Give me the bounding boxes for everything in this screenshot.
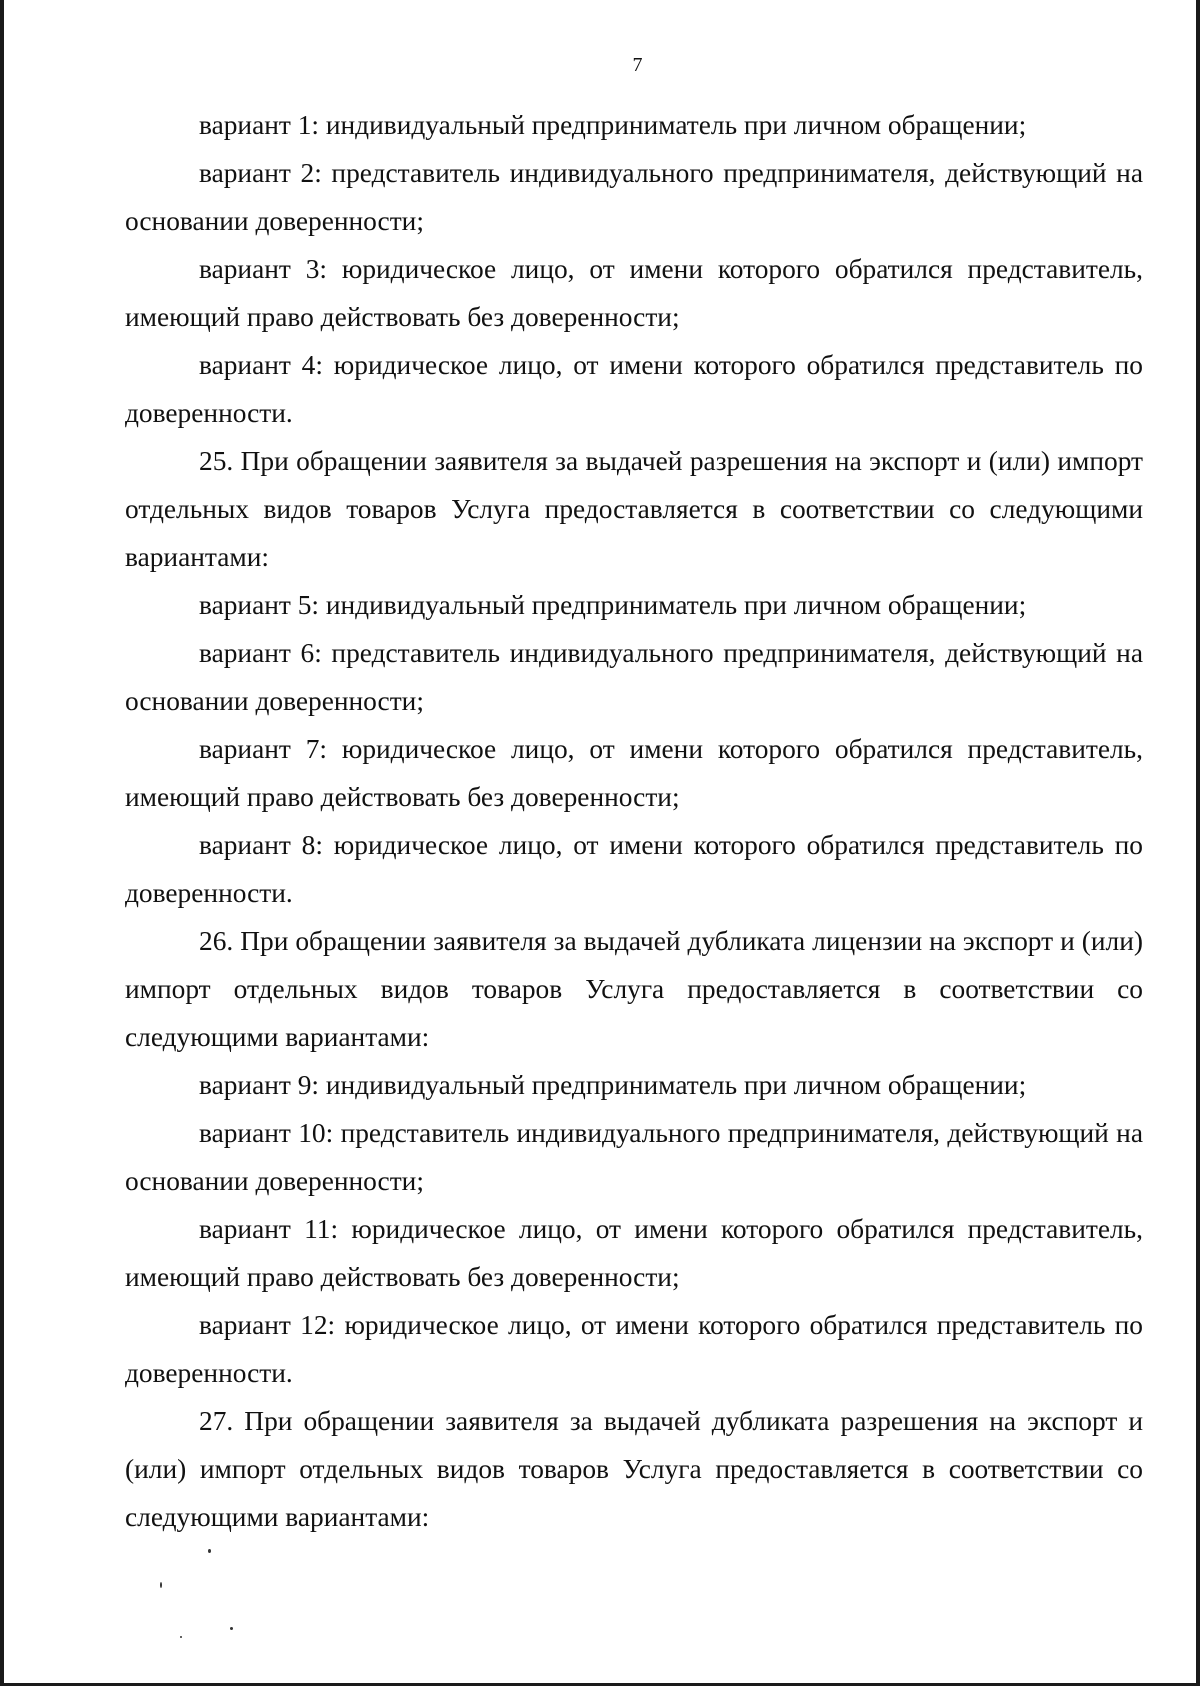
scan-edge-right (1196, 0, 1200, 1686)
paragraph-variant-5: вариант 5: индивидуальный предприниматель при личном обращении; (199, 590, 1027, 620)
paragraph-variant-2: вариант 2: представитель индивидуального предпринимателя, действующий на основании доверенности; (125, 158, 1143, 236)
paragraph-variant-1: вариант 1: индивидуальный предприниматель при личном обращении; (199, 110, 1027, 140)
paragraph-variant-4: вариант 4: юридическое лицо, от имени которого обратился представитель по доверенности. (125, 350, 1143, 428)
paragraph-variant-9: вариант 9: индивидуальный предприниматель при личном обращении; (199, 1070, 1027, 1100)
paragraph-variant-8: вариант 8: юридическое лицо, от имени которого обратился представитель по доверенности. (125, 830, 1143, 908)
paragraph-clause-27: 27. При обращении заявителя за выдачей дубликата разрешения на экспорт и (или) импорт отдельных видов товаров Услуга предоставляется в соответствии со следующими вариантами: (125, 1406, 1143, 1532)
paragraph-variant-11: вариант 11: юридическое лицо, от имени которого обратился представитель, имеющий право действовать без доверенности; (125, 1214, 1143, 1292)
paragraph-variant-7: вариант 7: юридическое лицо, от имени которого обратился представитель, имеющий право действовать без доверенности; (125, 734, 1143, 812)
scan-edge-left (0, 0, 4, 1686)
paragraph-variant-12: вариант 12: юридическое лицо, от имени которого обратился представитель по доверенности. (125, 1310, 1143, 1388)
paragraph-variant-10: вариант 10: представитель индивидуального предпринимателя, действующий на основании доверенности; (125, 1118, 1143, 1196)
paragraph-variant-3: вариант 3: юридическое лицо, от имени которого обратился представитель, имеющий право действовать без доверенности; (125, 254, 1143, 332)
paragraph-clause-26: 26. При обращении заявителя за выдачей дубликата лицензии на экспорт и (или) импорт отдельных видов товаров Услуга предоставляется в соответствии со следующими вариантами: (125, 926, 1143, 1052)
paragraph-variant-6: вариант 6: представитель индивидуального предпринимателя, действующий на основании доверенности; (125, 638, 1143, 716)
paragraph-clause-25: 25. При обращении заявителя за выдачей разрешения на экспорт и (или) импорт отдельных видов товаров Услуга предоставляется в соответствии со следующими вариантами: (125, 446, 1143, 572)
page-number: 7 (632, 54, 643, 76)
document-body (125, 101, 1143, 1541)
